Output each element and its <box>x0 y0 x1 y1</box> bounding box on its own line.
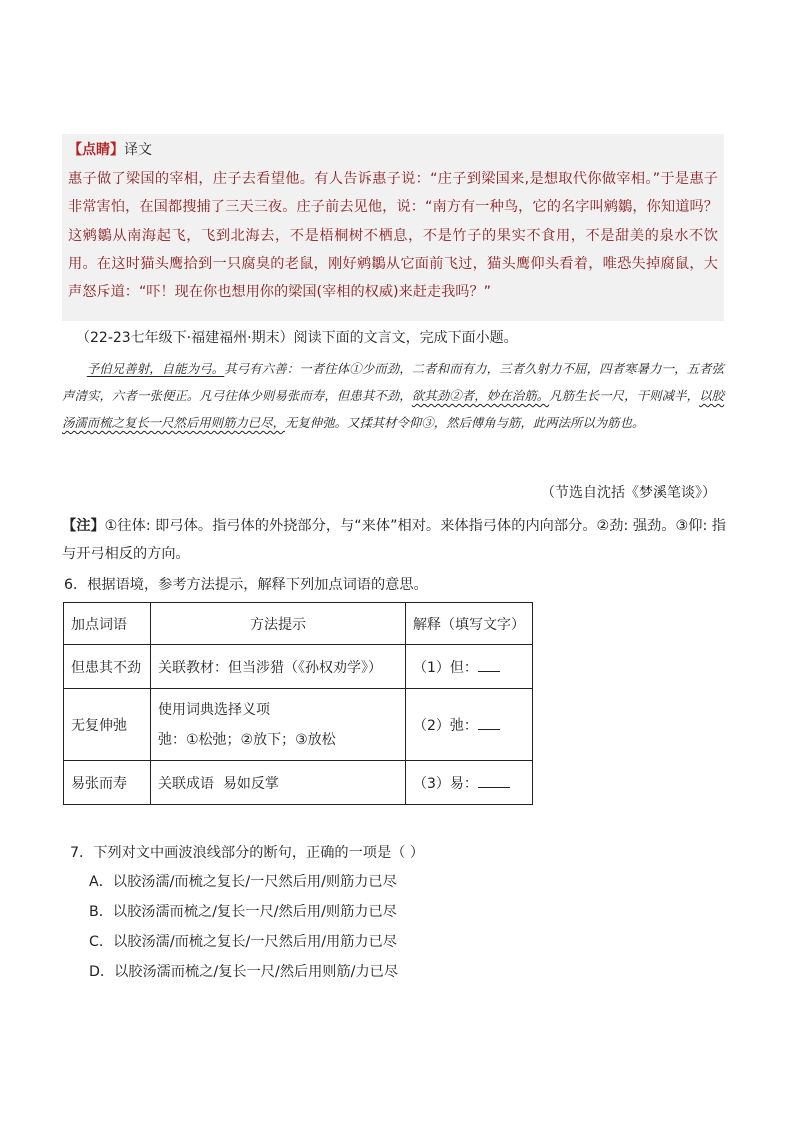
translation-paragraph: 惠子做了梁国的宰相，庄子去看望他。有人告诉惠子说：“庄子到梁国来,是想取代你做宰相。”于是惠子非常害怕，在国都搜捕了三天三夜。庄子前去见他，说：“南方有一种鸟，它的名字叫鹓鶵，你知道吗？这鹓鶵从南海起飞，飞到北海去，不是梧桐树不栖息，不是竹子的果实不食用，不是甜美的泉水不饮用。在这时猫头鹰拾到一只腐臭的老鼠，刚好鹓鶵从它面前飞过，猫头鹰仰头看着，唯恐失掉腐鼠，大声怒斥道：“吓！现在你也想用你的梁国(宰相的权威)来赶走我吗？” <box>68 171 718 301</box>
answer-label: （3）易： <box>413 775 478 792</box>
method-hint-cell: 关联成语 易如反掌 <box>151 761 406 805</box>
insight-title <box>68 140 718 160</box>
answer-blank[interactable] <box>478 657 500 672</box>
answer-label: （1）但： <box>413 659 478 676</box>
method-hint-cell: 关联教材：但当涉猎（《孙权劝学》） <box>151 645 406 689</box>
table-header-cell: 方法提示 <box>151 603 406 645</box>
answer-blank[interactable] <box>478 773 510 788</box>
method-hint-options: 弛：①松弛；②放下；③放松 <box>158 731 336 748</box>
note-tag: 【注】 <box>62 518 105 534</box>
question-7-prompt: 7．下列对文中画波浪线部分的断句，正确的一项是（ ） <box>70 845 425 861</box>
method-hint-table <box>63 602 533 805</box>
note-text: ①往体: 即弓体。指弓体的外挠部分，与“来体”相对。来体指弓体的内向部分。②劲: 强劲。③仰: 指与开弓相反的方向。 <box>62 518 726 562</box>
table-header-cell: 加点词语 <box>64 603 151 645</box>
passage-underlined-sentence: 予伯兄善射，自能为弓。 <box>86 361 225 376</box>
insight-tag: 【点睛】 <box>68 142 124 158</box>
answer-blank[interactable] <box>478 715 500 730</box>
annotation-note <box>62 512 726 568</box>
answer-cell <box>406 761 533 805</box>
method-hint-cell <box>151 689 406 761</box>
passage-citation: （节选自沈括《梦溪笔谈》） <box>541 485 716 501</box>
dotted-word-cell: 易张而寿 <box>64 761 151 805</box>
answer-label: （2）弛： <box>413 717 478 734</box>
question-6-prompt: 6．根据语境，参考方法提示，解释下列加点词语的意思。 <box>64 577 428 593</box>
insight-box <box>62 134 724 321</box>
insight-title-text: 译文 <box>124 142 152 158</box>
table-header-cell: 解释（填写文字） <box>406 603 533 645</box>
passage-text-segment: 其弓有六善：一者往体①少而劲，二者和而有力，三者久射力不屈，四者寒暑力一，五者弦声清实，六者一张便正。凡弓往体少则易张而寿，但患其不劲， <box>62 361 725 403</box>
option-c[interactable]: C．以胶汤濡/而梳之复长/一尺然后用/用筋力已尽 <box>89 934 397 950</box>
option-a[interactable]: A．以胶汤濡/而梳之复长/一尺然后用/则筋力已尽 <box>89 874 397 890</box>
answer-cell <box>406 645 533 689</box>
dotted-word-cell: 无复伸弛 <box>64 689 151 761</box>
passage-text-segment: 无复伸弛。又揉其材令仰③，然后傅角与筋，此两法所以为筋也。 <box>285 415 645 430</box>
passage-source-line: （22-23七年级下·福建福州·期末）阅读下面的文言文，完成下面小题。 <box>76 330 518 346</box>
table-header-row <box>64 603 533 645</box>
dotted-word-cell: 但患其不劲 <box>64 645 151 689</box>
method-hint-line: 使用词典选择义项 <box>158 701 270 718</box>
answer-cell <box>406 689 533 761</box>
table-row <box>64 645 533 689</box>
passage-wavy-underlined-phrase: 欲其劲②者，妙在治筋。 <box>411 388 550 403</box>
option-b[interactable]: B．以胶汤濡而梳之/复长一尺/然后用/则筋力已尽 <box>89 904 397 920</box>
table-row <box>64 761 533 805</box>
classical-passage <box>62 355 724 436</box>
option-d[interactable]: D．以胶汤濡而梳之/复长一尺/然后用则筋/力已尽 <box>89 964 399 980</box>
passage-text-segment: 凡筋生长一尺，干则减半， <box>549 388 700 403</box>
passage-wavy-underlined-sentence: 以胶汤濡而梳之复长一尺然后用则筋力已尽， <box>62 388 725 430</box>
table-row <box>64 689 533 761</box>
